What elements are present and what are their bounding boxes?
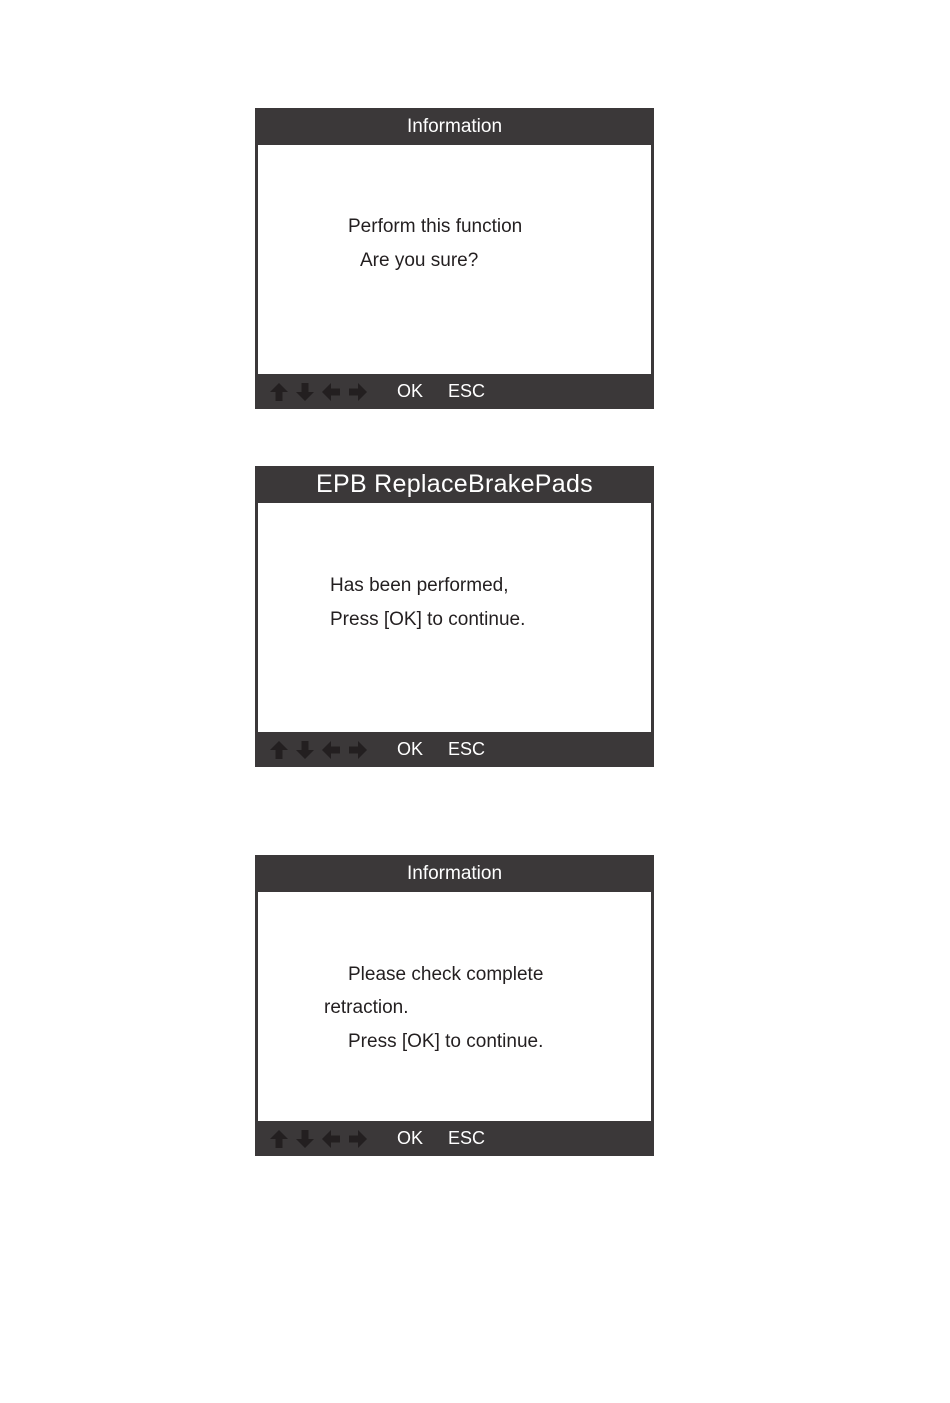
dialog-message-line: Press [OK] to continue. [330, 609, 526, 630]
softkey-bar [255, 374, 654, 409]
dialog-message-line: Has been performed, [330, 575, 509, 596]
arrow-up-icon[interactable] [269, 1129, 289, 1149]
dialog-body [258, 503, 651, 732]
arrow-right-icon[interactable] [348, 740, 368, 760]
arrow-left-icon[interactable] [321, 740, 341, 760]
information-dialog-retraction [255, 855, 654, 1156]
dialog-message-line: retraction. [324, 997, 409, 1018]
dialog-body [258, 145, 651, 374]
information-dialog-confirm [255, 108, 654, 409]
arrow-down-icon[interactable] [295, 382, 315, 402]
dialog-message-line: Press [OK] to continue. [348, 1031, 544, 1052]
arrow-down-icon[interactable] [295, 740, 315, 760]
ok-button[interactable]: OK [397, 381, 424, 401]
dialog-title: EPB ReplaceBrakePads [316, 470, 593, 498]
arrow-down-icon[interactable] [295, 1129, 315, 1149]
arrow-left-icon[interactable] [321, 382, 341, 402]
ok-button[interactable]: OK [397, 1128, 424, 1148]
dialog-title: Information [406, 863, 503, 884]
ok-button[interactable]: OK [397, 739, 424, 759]
dialog-message-line: Please check complete [348, 964, 544, 985]
dialog-message-line: Perform this function [348, 216, 523, 237]
esc-button[interactable]: ESC [448, 381, 486, 401]
dialog-message-line: Are you sure? [360, 250, 479, 271]
arrow-right-icon[interactable] [348, 382, 368, 402]
epb-replace-brake-pads-dialog [255, 466, 654, 767]
arrow-up-icon[interactable] [269, 740, 289, 760]
dialog-body [258, 892, 651, 1121]
esc-button[interactable]: ESC [448, 739, 486, 759]
arrow-right-icon[interactable] [348, 1129, 368, 1149]
esc-button[interactable]: ESC [448, 1128, 486, 1148]
arrow-left-icon[interactable] [321, 1129, 341, 1149]
dialog-title: Information [406, 116, 503, 137]
softkey-bar [255, 1121, 654, 1156]
softkey-bar [255, 732, 654, 767]
arrow-up-icon[interactable] [269, 382, 289, 402]
